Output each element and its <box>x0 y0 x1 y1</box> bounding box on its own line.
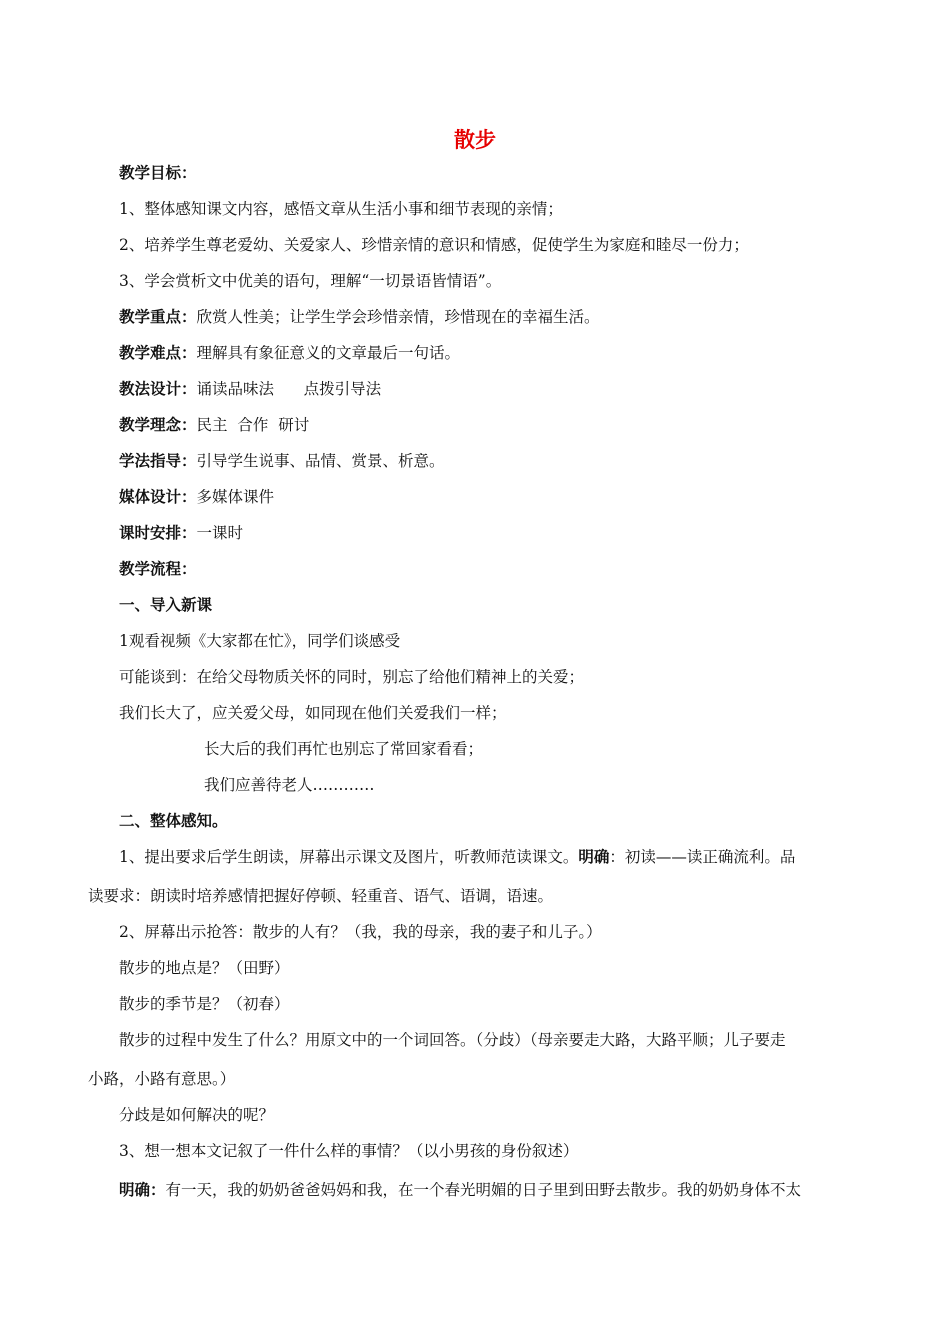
meta-methods <box>119 379 381 399</box>
meta-value: 诵读品味法 点拨引导法 <box>196 380 382 398</box>
meta-value: 一课时 <box>196 524 244 542</box>
flow-heading: 教学流程： <box>119 560 197 578</box>
meta-value: 引导学生说事、品情、赏景、析意。 <box>196 452 445 470</box>
section2-paragraph-3: 3、想一想本文记叙了一件什么样的事情？（以小男孩的身份叙述） <box>119 1142 579 1160</box>
meta-media <box>119 487 274 507</box>
meta-value: 理解具有象征意义的文章最后一句话。 <box>196 344 461 362</box>
meta-label: 教学难点： <box>119 344 197 362</box>
meta-difficulties <box>119 343 460 363</box>
section2-heading: 二、整体感知。 <box>119 812 228 830</box>
section1-line: 我们长大了，应关爱父母，如同现在他们关爱我们一样； <box>119 704 507 722</box>
section2-paragraph-2: 2、屏幕出示抢答：散步的人有？（我，我的母亲，我的妻子和儿子。） <box>119 923 602 941</box>
section1-indented-line: 我们应善待老人………… <box>204 776 375 794</box>
question-event-cont: 小路，小路有意思。） <box>88 1070 236 1088</box>
paragraph-text: 有一天，我的奶奶爸爸妈妈和我，在一个春光明媚的日子里到田野去散步。我的奶奶身体不太 <box>165 1181 802 1199</box>
meta-label: 教学理念： <box>119 416 197 434</box>
meta-label: 学法指导： <box>119 452 197 470</box>
question-location: 散步的地点是？（田野） <box>119 959 290 977</box>
section1-heading: 一、导入新课 <box>119 596 213 614</box>
goals-heading: 教学目标： <box>119 164 197 182</box>
question-event: 散步的过程中发生了什么？用原文中的一个词回答。（分歧）（母亲要走大路，大路平顺；儿子要走 <box>119 1031 786 1049</box>
section1-line: 可能谈到：在给父母物质关怀的同时，别忘了给他们精神上的关爱； <box>119 668 585 686</box>
meta-key-points <box>119 307 600 327</box>
section1-indented-line: 长大后的我们再忙也别忘了常回家看看； <box>204 740 484 758</box>
meta-schedule <box>119 523 243 543</box>
meta-label: 媒体设计： <box>119 488 197 506</box>
page-title: 散步 <box>454 128 496 152</box>
emphasis-label: 明确： <box>119 1181 166 1199</box>
question-resolution: 分歧是如何解决的呢？ <box>119 1106 275 1124</box>
section1-line: 1观看视频《大家都在忙》，同学们谈感受 <box>119 632 401 650</box>
meta-label: 课时安排： <box>119 524 197 542</box>
section2-paragraph-1 <box>119 847 795 867</box>
paragraph-text: ：初读——读正确流利。品 <box>609 848 796 866</box>
emphasis-label: 明确 <box>578 848 610 866</box>
goal-1: 1、整体感知课文内容，感悟文章从生活小事和细节表现的亲情； <box>119 200 563 218</box>
meta-study-guide <box>119 451 445 471</box>
meta-value: 欣赏人性美；让学生学会珍惜亲情，珍惜现在的幸福生活。 <box>196 308 600 326</box>
paragraph-text: 1、提出要求后学生朗读，屏幕出示课文及图片，听教师范读课文。 <box>119 848 579 866</box>
meta-label: 教学重点： <box>119 308 197 326</box>
meta-value: 民主 合作 研讨 <box>196 416 310 434</box>
section2-paragraph-4 <box>119 1180 801 1200</box>
goal-2: 2、培养学生尊老爱幼、关爱家人、珍惜亲情的意识和情感，促使学生为家庭和睦尽一份力； <box>119 236 749 254</box>
meta-value: 多媒体课件 <box>196 488 275 506</box>
section2-paragraph-1-cont: 读要求：朗读时培养感情把握好停顿、轻重音、语气、语调，语速。 <box>88 887 554 905</box>
question-season: 散步的季节是？（初春） <box>119 995 290 1013</box>
meta-philosophy <box>119 415 309 435</box>
goal-3: 3、学会赏析文中优美的语句，理解“一切景语皆情语”。 <box>119 272 502 290</box>
meta-label: 教法设计： <box>119 380 197 398</box>
